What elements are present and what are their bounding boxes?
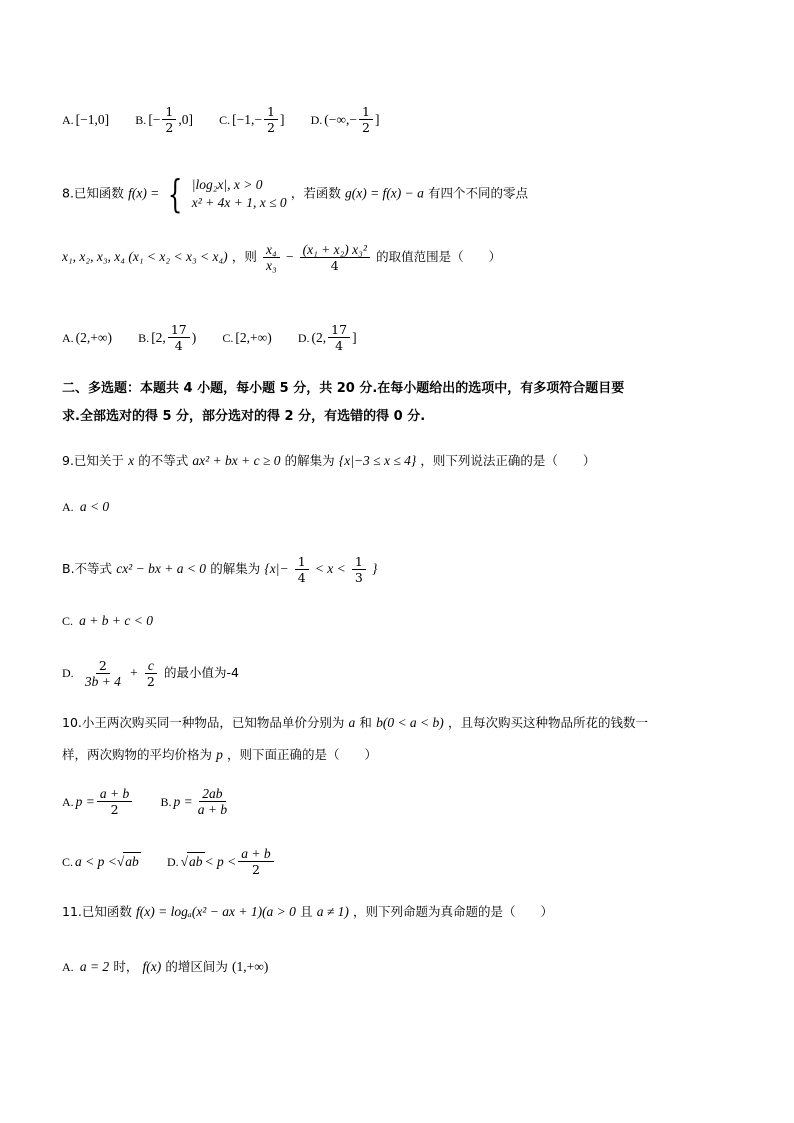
q10-option-d[interactable]: D. √ ab < p < $\frac{a + b}{2}$ [167,846,276,877]
q9-option-a[interactable]: A. a < 0 [62,499,110,514]
q10-options-cd [62,846,764,877]
q8-option-a[interactable]: A. (2,+∞) [62,329,113,345]
q7-option-b[interactable]: B. [− $\frac{1}{2}$ ,0] [135,104,193,135]
fraction: $\frac{17}{4}$ [328,322,350,353]
left-brace: { [168,172,183,216]
q10-option-a[interactable]: A. p = $\frac{a + b}{2}$ [62,786,134,817]
sqrt-icon: √ [180,853,189,869]
fraction: $\frac{1}{2}$ [359,104,373,135]
q11-stem: 11.已知函数 f(x) = logₐ(x² − ax + 1)(a > 0 且 a ≠ 1) ，则下列命题为真命题的是（ ） [62,904,554,919]
fraction: $\frac{17}{4}$ [168,322,190,353]
fraction: $\frac{1}{4}$ [295,554,309,585]
q8-option-c[interactable]: C. [2,+∞) [222,329,272,345]
q8-stem-line1: 8.已知函数 f(x) = { |log₂x|, x > 0 x² + 4x + 1, x ≤ 0 ，若函数 g(x) = f(x) − a 有四个不同的零点 [62,172,529,216]
fraction: $\frac{2ab}{a + b}$ [197,786,228,817]
q7-options-row [62,104,764,135]
fraction: $\frac{c}{2}$ [144,658,158,689]
sqrt-icon: √ [116,853,125,869]
q10-stem-line1: 10.小王两次购买同一种物品，已知物品单价分别为 a 和 b(0 < a < b) ，且每次购买这种物品所花的钱数一 [62,715,648,730]
fraction: $\frac{\text{(x₁ + x₂) x₃²}}{4}$ [300,242,370,273]
q8-options-row [62,322,764,353]
q7-option-a[interactable]: A. [−1,0] [62,111,110,127]
fraction: $\frac{1}{2}$ [162,104,176,135]
q10-options-ab [62,786,764,817]
section-heading-line2: 求.全部选对的得 5 分，部分选对的得 2 分，有选错的得 0 分. [62,409,426,424]
q7-option-c[interactable]: C. [−1,− $\frac{1}{2}$ ] [219,104,285,135]
q7-option-d[interactable]: D. (−∞,− $\frac{1}{2}$ ] [310,104,380,135]
fraction: $\frac{a + b}{2}$ [97,786,132,817]
piecewise-cases: |log₂x|, x > 0 x² + 4x + 1, x ≤ 0 [191,177,287,210]
q10-option-b[interactable]: B. p = $\frac{2ab}{a + b}$ [160,786,232,817]
fraction: $\frac{a + b}{2}$ [238,846,273,877]
fraction: $\frac{1}{3}$ [352,554,366,585]
fraction: $\frac{\text{x₄}}{\text{x₃}}$ [263,242,280,273]
q10-option-c[interactable]: C. a < p < √ ab [62,853,139,869]
q8-option-b[interactable]: B. [2, $\frac{17}{4}$ ) [138,322,197,353]
q9-option-d[interactable]: D. $\frac{2}{3b + 4}$ + $\frac{c}{2}$ 的最小值为-4 [62,658,239,689]
q9-stem: 9.已知关于 x 的不等式 ax² + bx + c ≥ 0 的解集为 {x|−3 ≤ x ≤ 4} ，则下列说法正确的是（ ） [62,453,596,468]
q11-option-a[interactable]: A. a = 2 时， f(x) 的增区间为 (1,+∞) [62,959,269,974]
fraction: $\frac{1}{2}$ [264,104,278,135]
section-heading-line1: 二、多选题：本题共 4 小题，每小题 5 分，共 20 分.在每小题给出的选项中，有多项符合题目要 [62,381,625,396]
q8-stem-line2: x₁, x₂, x₃, x₄ (x₁ < x₂ < x₃ < x₄) ，则 $\frac{\text{x₄}}{\text{x₃}}$ − $\frac{\text{(x₁ + x₂) x₃²}}{4}$ 的取值范围是（ ） [62,242,502,273]
q8-option-d[interactable]: D. (2, $\frac{17}{4}$ ] [297,322,357,353]
q10-stem-line2: 样，两次购物的平均价格为 p ，则下面正确的是（ ） [62,747,378,762]
fraction: $\frac{2}{3b + 4}$ [84,658,121,689]
q9-option-c[interactable]: C. a + b + c < 0 [62,613,153,628]
q9-option-b[interactable]: B.不等式 cx² − bx + a < 0 的解集为 {x|− $\frac{1}{4}$ < x < $\frac{1}{3}$ } [62,554,378,585]
